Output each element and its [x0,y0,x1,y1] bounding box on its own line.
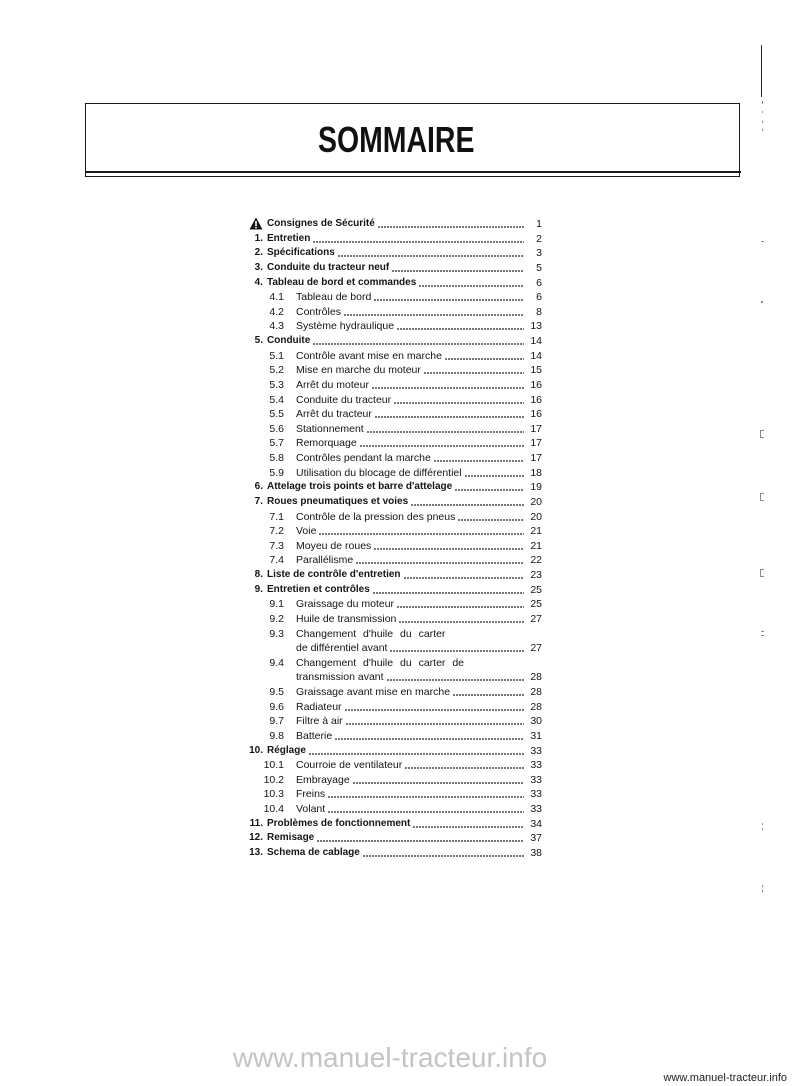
dot-leader [344,305,524,316]
toc-entry [238,568,542,583]
dot-leader [346,714,524,725]
toc-entry-number: 9.2 [269,612,284,625]
toc-entry-title: Changement d'huile du carter [296,627,446,640]
toc-entry-number: 5.5 [269,408,284,421]
toc-entry [238,612,542,627]
toc-entry [238,393,542,408]
toc-page-number: 13 [530,320,542,333]
toc-entry-title: Batterie [296,729,333,742]
dot-leader [319,524,524,535]
toc-entry-title: Freins [296,788,326,801]
toc-entry-number: 7.3 [269,539,284,552]
toc-entry-number: 3. [254,261,263,273]
dot-leader [356,553,524,564]
toc-entry-number: 5.3 [269,378,284,391]
dot-leader [455,480,524,491]
dot-leader [404,568,524,579]
toc-entry-number: 5.4 [269,393,284,406]
toc-entry-title: Remorquage [296,437,357,450]
toc-entry-title: Liste de contrôle d'entretien [267,569,401,580]
toc-entry-number: 9.4 [269,656,284,669]
toc-page-number: 19 [530,481,542,494]
dot-leader [392,261,524,272]
toc-entry-number: 4.1 [269,291,284,304]
dot-leader [313,232,524,243]
toc-entry-number: 9.1 [269,598,284,611]
toc-entry-title: Changement d'huile du carter de [296,656,465,669]
toc-entry [238,597,542,612]
toc-entry [238,831,542,846]
scan-mark [761,631,764,632]
scan-mark [762,101,763,104]
toc-entry-number: 10. [249,744,263,756]
toc-entry-title: Filtre à air [296,715,343,728]
dot-leader [317,831,524,842]
toc-page-number: 14 [530,335,542,347]
toc-entry-title: Attelage trois points et barre d'attelage [267,481,453,493]
toc-entry-title: Problèmes de fonctionnement [267,817,411,829]
toc-entry-number: 7.1 [269,510,284,523]
scan-mark [761,635,764,636]
dot-leader [373,583,524,594]
scan-mark [761,45,762,97]
toc-entry-number: 1. [254,232,263,244]
toc-entry-number: 10.4 [263,803,284,815]
toc-entry-number: 5.7 [269,437,284,450]
toc-entry-title: Contrôles pendant la marche [296,452,431,464]
toc-entry [238,305,542,320]
toc-entry [238,524,542,539]
toc-entry [238,363,542,378]
toc-entry [238,319,542,334]
toc-page-number: 34 [530,817,542,830]
dot-leader [335,729,524,740]
toc-page-number: 25 [530,598,542,611]
toc-page-number: 28 [530,671,542,684]
toc-entry-title: Contrôles [296,305,341,318]
toc-entry [238,495,542,510]
toc-entry-title: Utilisation du blocage de différentiel [296,466,462,479]
toc-entry-number: 10.1 [263,759,284,772]
dot-leader [328,802,524,813]
scan-mark [760,569,764,577]
toc-entry [238,261,542,276]
toc-entry [238,276,542,291]
toc-entry-title: Consignes de Sécurité [267,218,375,229]
toc-entry-title: Moyeu de roues [296,539,372,552]
toc-page-number: 37 [530,832,542,845]
dot-leader [397,319,524,330]
scan-mark [762,111,763,113]
toc-entry-number: 9.8 [269,729,284,742]
toc-page-number: 33 [530,773,542,786]
scan-mark [762,828,763,830]
toc-entry-number: 7.4 [269,554,284,567]
toc-entry [238,700,542,715]
scan-mark [760,493,764,501]
dot-leader [375,407,524,418]
toc-entry-title: Conduite du tracteur [296,393,392,406]
toc-page-number: 6 [536,276,542,289]
toc-entry-number: 4.3 [269,320,284,333]
toc-entry-title: Remisage [267,832,315,844]
toc-entry [238,436,542,451]
toc-page-number: 16 [530,393,542,406]
toc-entry-number: 5.8 [269,452,284,464]
toc-entry [238,802,542,817]
toc-page-number: 17 [530,422,542,435]
toc-entry-number: 7.2 [269,525,284,538]
title-box-double-rule [85,171,741,173]
dot-leader [405,758,524,769]
dot-leader [458,510,524,521]
toc-page-number: 31 [530,729,542,742]
toc-entry-title: Roues pneumatiques et voies [267,495,409,507]
toc-entry [238,773,542,788]
toc-page-number: 8 [536,305,542,318]
toc-entry-number: 5.1 [269,349,284,362]
dot-leader [374,290,524,301]
toc-entry [238,378,542,393]
toc-entry [238,627,542,642]
toc-entry-number: 6. [254,481,263,493]
toc-page-number: 6 [536,291,542,304]
toc-entry-title: Contrôle de la pression des pneus [296,510,456,523]
toc-page-number: 3 [536,247,542,260]
scan-mark [762,885,763,887]
toc-page-number: 22 [530,554,542,567]
dot-leader [313,334,524,345]
toc-entry [238,583,542,598]
toc-entry [238,466,542,481]
toc-entry-continuation [238,670,542,685]
dot-leader [434,451,524,462]
toc-entry-title: Stationnement [296,422,364,435]
dot-leader [345,700,524,711]
toc-entry-number: 10.2 [263,773,284,786]
toc-page-number: 17 [530,452,542,464]
dot-leader [309,744,524,755]
toc-entry-title: Système hydraulique [296,320,395,333]
toc-page-number: 5 [536,261,542,274]
toc-entry-title: Radiateur [296,700,342,713]
toc-entry-number: 9.5 [269,686,284,698]
toc-entry [238,787,542,802]
toc-page-number: 33 [530,788,542,801]
toc-page-number: 20 [530,495,542,508]
toc-page-number: 1 [536,218,542,230]
dot-leader [397,597,524,608]
toc-entry [238,451,542,466]
dot-leader [445,349,524,360]
dot-leader [411,495,524,506]
toc-entry-number: 4. [254,276,263,288]
table-of-contents [238,217,542,861]
toc-entry-title: Parallélisme [296,554,354,567]
dot-leader [363,846,524,857]
toc-entry [238,685,542,700]
toc-page-number: 16 [530,378,542,391]
toc-entry-number: 5.9 [269,466,284,479]
toc-entry-title: Contrôle avant mise en marche [296,349,442,362]
toc-entry-title: Spécifications [267,247,335,259]
toc-page-number: 28 [530,700,542,713]
toc-entry [238,553,542,568]
toc-entry-title: Graissage du moteur [296,598,395,611]
dot-leader [419,276,524,287]
toc-entry-number: 7. [254,495,263,507]
toc-entry-title: Arrêt du moteur [296,378,369,391]
toc-page-number: 25 [530,583,542,596]
toc-entry [238,729,542,744]
toc-entry-title: Tableau de bord [296,291,372,304]
toc-entry [238,290,542,305]
toc-page-number: 33 [530,803,542,815]
dot-leader [465,466,524,477]
toc-entry [238,846,542,861]
toc-entry-number: 9.6 [269,700,284,713]
dot-leader [390,641,524,652]
scan-mark [761,241,764,242]
toc-entry-title: Tableau de bord et commandes [267,276,417,288]
toc-entry-number: 9. [254,583,263,595]
toc-entry [238,246,542,261]
toc-page-number: 27 [530,642,542,655]
toc-entry-number: 5.2 [269,364,284,377]
toc-entry [238,232,542,247]
scan-mark [762,121,763,123]
dot-leader [387,670,524,681]
toc-entry-title: Arrêt du tracteur [296,408,372,421]
toc-entry-number: 5.6 [269,422,284,435]
dot-leader [360,436,524,447]
dot-leader [399,612,524,623]
toc-entry [238,349,542,364]
dot-leader [453,685,524,696]
dot-leader [374,539,524,550]
toc-entry-title: Embrayage [296,773,350,786]
toc-entry-title: Entretien et contrôles [267,583,370,595]
toc-entry-number: 13. [249,846,263,858]
toc-page-number: 30 [530,715,542,728]
toc-entry-title: Huile de transmission [296,612,397,625]
toc-entry-title: Mise en marche du moteur [296,364,421,377]
scan-mark [761,301,763,303]
dot-leader [367,422,524,433]
watermark-text: www.manuel-tracteur.info [232,1042,548,1073]
toc-entry-title: Graissage avant mise en marche [296,686,451,698]
toc-page-number: 16 [530,408,542,421]
toc-entry-number: 12. [249,832,263,844]
source-url: www.manuel-tracteur.info [663,1072,787,1084]
toc-entry-number: 5. [254,335,263,346]
toc-entry-title: Schema de cablage [267,846,360,858]
toc-entry-title: Courroie de ventilateur [296,759,403,772]
toc-page-number: 20 [530,510,542,523]
toc-entry-title: Conduite [267,335,311,346]
dot-leader [372,378,524,389]
toc-entry-title: Réglage [267,744,306,756]
toc-entry-title: Voie [296,525,317,538]
toc-page-number: 21 [530,539,542,552]
toc-entry-number: 8. [254,569,263,580]
toc-entry [238,656,542,671]
toc-entry [238,539,542,554]
toc-page-number: 27 [530,612,542,625]
scan-mark [762,890,763,892]
toc-entry [238,714,542,729]
toc-entry-title: Conduite du tracteur neuf [267,261,390,273]
toc-entry [238,744,542,759]
toc-entry [238,480,542,495]
toc-page-number: 33 [530,759,542,772]
dot-leader [424,363,524,374]
dot-leader [413,817,524,828]
toc-entry [238,334,542,349]
toc-entry-number: 2. [254,247,263,259]
toc-entry [238,510,542,525]
scan-mark [762,129,763,131]
toc-page-number: 23 [530,569,542,581]
toc-page-number: 33 [530,744,542,757]
dot-leader [338,246,524,257]
dot-leader [353,773,524,784]
toc-entry-title: de différentiel avant [296,642,388,655]
toc-entry [238,422,542,437]
toc-page-number: 28 [530,686,542,698]
dot-leader [378,217,524,228]
toc-entry [238,407,542,422]
toc-entry [238,817,542,832]
toc-page-number: 2 [536,232,542,245]
toc-page-number: 18 [530,466,542,479]
toc-entry-number: 11. [249,817,263,829]
dot-leader [328,787,524,798]
toc-page-number: 21 [530,525,542,538]
toc-page-number: 17 [530,437,542,450]
toc-page-number: 38 [530,846,542,859]
toc-entry-continuation [238,641,542,656]
toc-entry-title: transmission avant [296,671,384,684]
toc-entry-title: Volant [296,803,326,815]
toc-entry-number: 9.3 [269,627,284,640]
scan-mark [760,430,764,438]
toc-entry [238,758,542,773]
toc-entry-number: 9.7 [269,715,284,728]
dot-leader [394,393,524,404]
toc-entry-number: 10.3 [263,788,284,801]
warning-icon [249,217,263,230]
page-title: SOMMAIRE [318,119,475,160]
toc-entry [238,217,542,232]
toc-entry-number: 4.2 [269,305,284,318]
toc-page-number: 14 [530,349,542,362]
scan-mark [762,823,763,825]
toc-page-number: 15 [530,364,542,377]
toc-entry-title: Entretien [267,232,311,244]
